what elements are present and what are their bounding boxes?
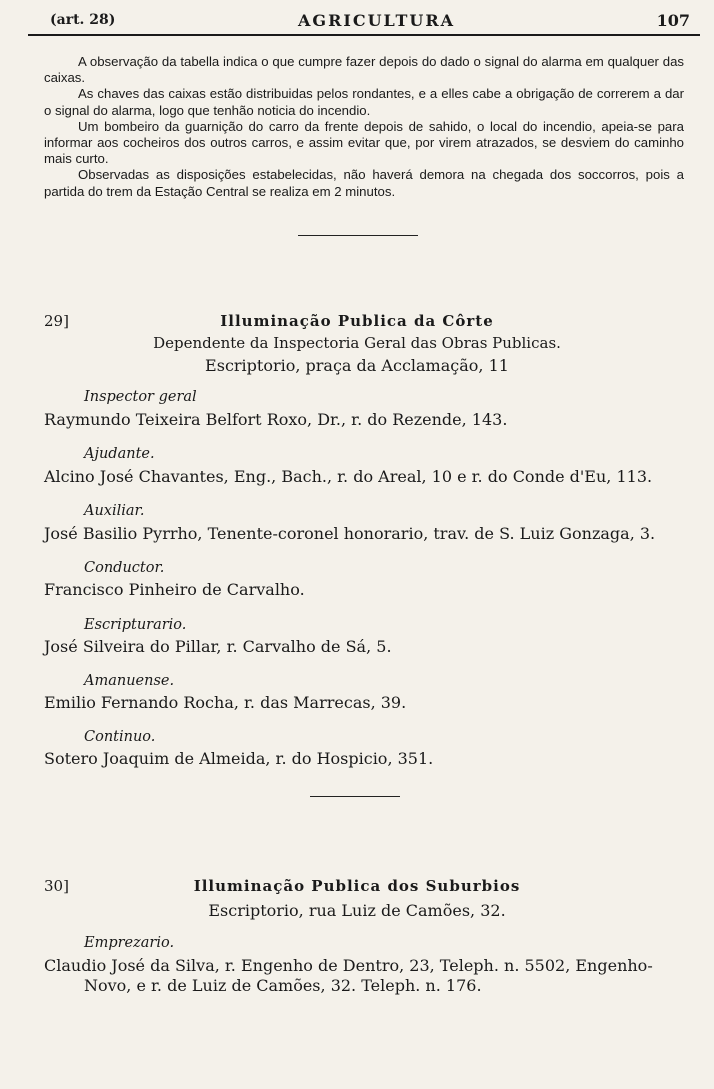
section-divider	[298, 235, 418, 236]
section-number: 29]	[44, 312, 69, 330]
intro-paragraph: Um bombeiro da guarnição do carro da frente depois de sahido, o local do incendio, apeia-se para informar aos cocheiros dos outros carros, e assim evitar que, por virem atrazados, se desviem do caminho mais curto.	[44, 118, 684, 167]
role-label: Emprezario.	[84, 935, 175, 951]
section-subtitle: Dependente da Inspectoria Geral das Obras Publicas.	[153, 334, 561, 352]
intro-paragraph: Observadas as disposições estabelecidas, não haverá demora na chegada dos soccorros, pois a partida do trem da Estação Central se realiza em 2 minutos.	[44, 167, 684, 199]
role-label: Auxiliar.	[84, 503, 145, 519]
intro-text	[44, 54, 684, 200]
section-number: 30]	[44, 877, 69, 895]
section-title: Illuminação Publica da Côrte	[220, 312, 494, 330]
section-title: Illuminação Publica dos Suburbios	[193, 877, 521, 895]
role-label: Amanuense.	[84, 673, 175, 689]
article-reference: (art. 28)	[50, 12, 116, 28]
role-label: Inspector geral	[84, 389, 197, 405]
role-label: Conductor.	[84, 560, 165, 576]
section-divider	[310, 796, 400, 797]
section-address: Escriptorio, rua Luiz de Camões, 32.	[208, 901, 506, 920]
running-title: AGRICULTURA	[298, 11, 456, 30]
person-entry-continuation: Novo, e r. de Luiz de Camões, 32. Teleph. n. 176.	[84, 976, 482, 995]
person-entry: Claudio José da Silva, r. Engenho de Dentro, 23, Teleph. n. 5502, Engenho-	[44, 956, 653, 975]
person-entry: José Basilio Pyrrho, Tenente-coronel honorario, trav. de S. Luiz Gonzaga, 3.	[44, 524, 656, 543]
page-header	[28, 8, 700, 36]
person-entry: Francisco Pinheiro de Carvalho.	[44, 580, 305, 599]
intro-paragraph: A observação da tabella indica o que cumpre fazer depois do dado o signal do alarma em qualquer das caixas.	[44, 54, 684, 86]
page-number: 107	[656, 11, 690, 30]
role-label: Continuo.	[84, 729, 156, 745]
role-label: Ajudante.	[84, 446, 155, 462]
section-address: Escriptorio, praça da Acclamação, 11	[205, 356, 509, 375]
intro-paragraph: As chaves das caixas estão distribuidas pelos rondantes, e a elles cabe a obrigação de correrem a dar o signal do alarma, logo que tenhão noticia do incendio.	[44, 86, 684, 118]
person-entry: Alcino José Chavantes, Eng., Bach., r. do Areal, 10 e r. do Conde d'Eu, 113.	[44, 467, 653, 486]
person-entry: José Silveira do Pillar, r. Carvalho de Sá, 5.	[44, 637, 392, 656]
person-entry: Sotero Joaquim de Almeida, r. do Hospicio, 351.	[44, 749, 434, 768]
role-label: Escripturario.	[84, 617, 187, 633]
person-entry: Emilio Fernando Rocha, r. das Marrecas, 39.	[44, 693, 407, 712]
person-entry: Raymundo Teixeira Belfort Roxo, Dr., r. do Rezende, 143.	[44, 410, 508, 429]
